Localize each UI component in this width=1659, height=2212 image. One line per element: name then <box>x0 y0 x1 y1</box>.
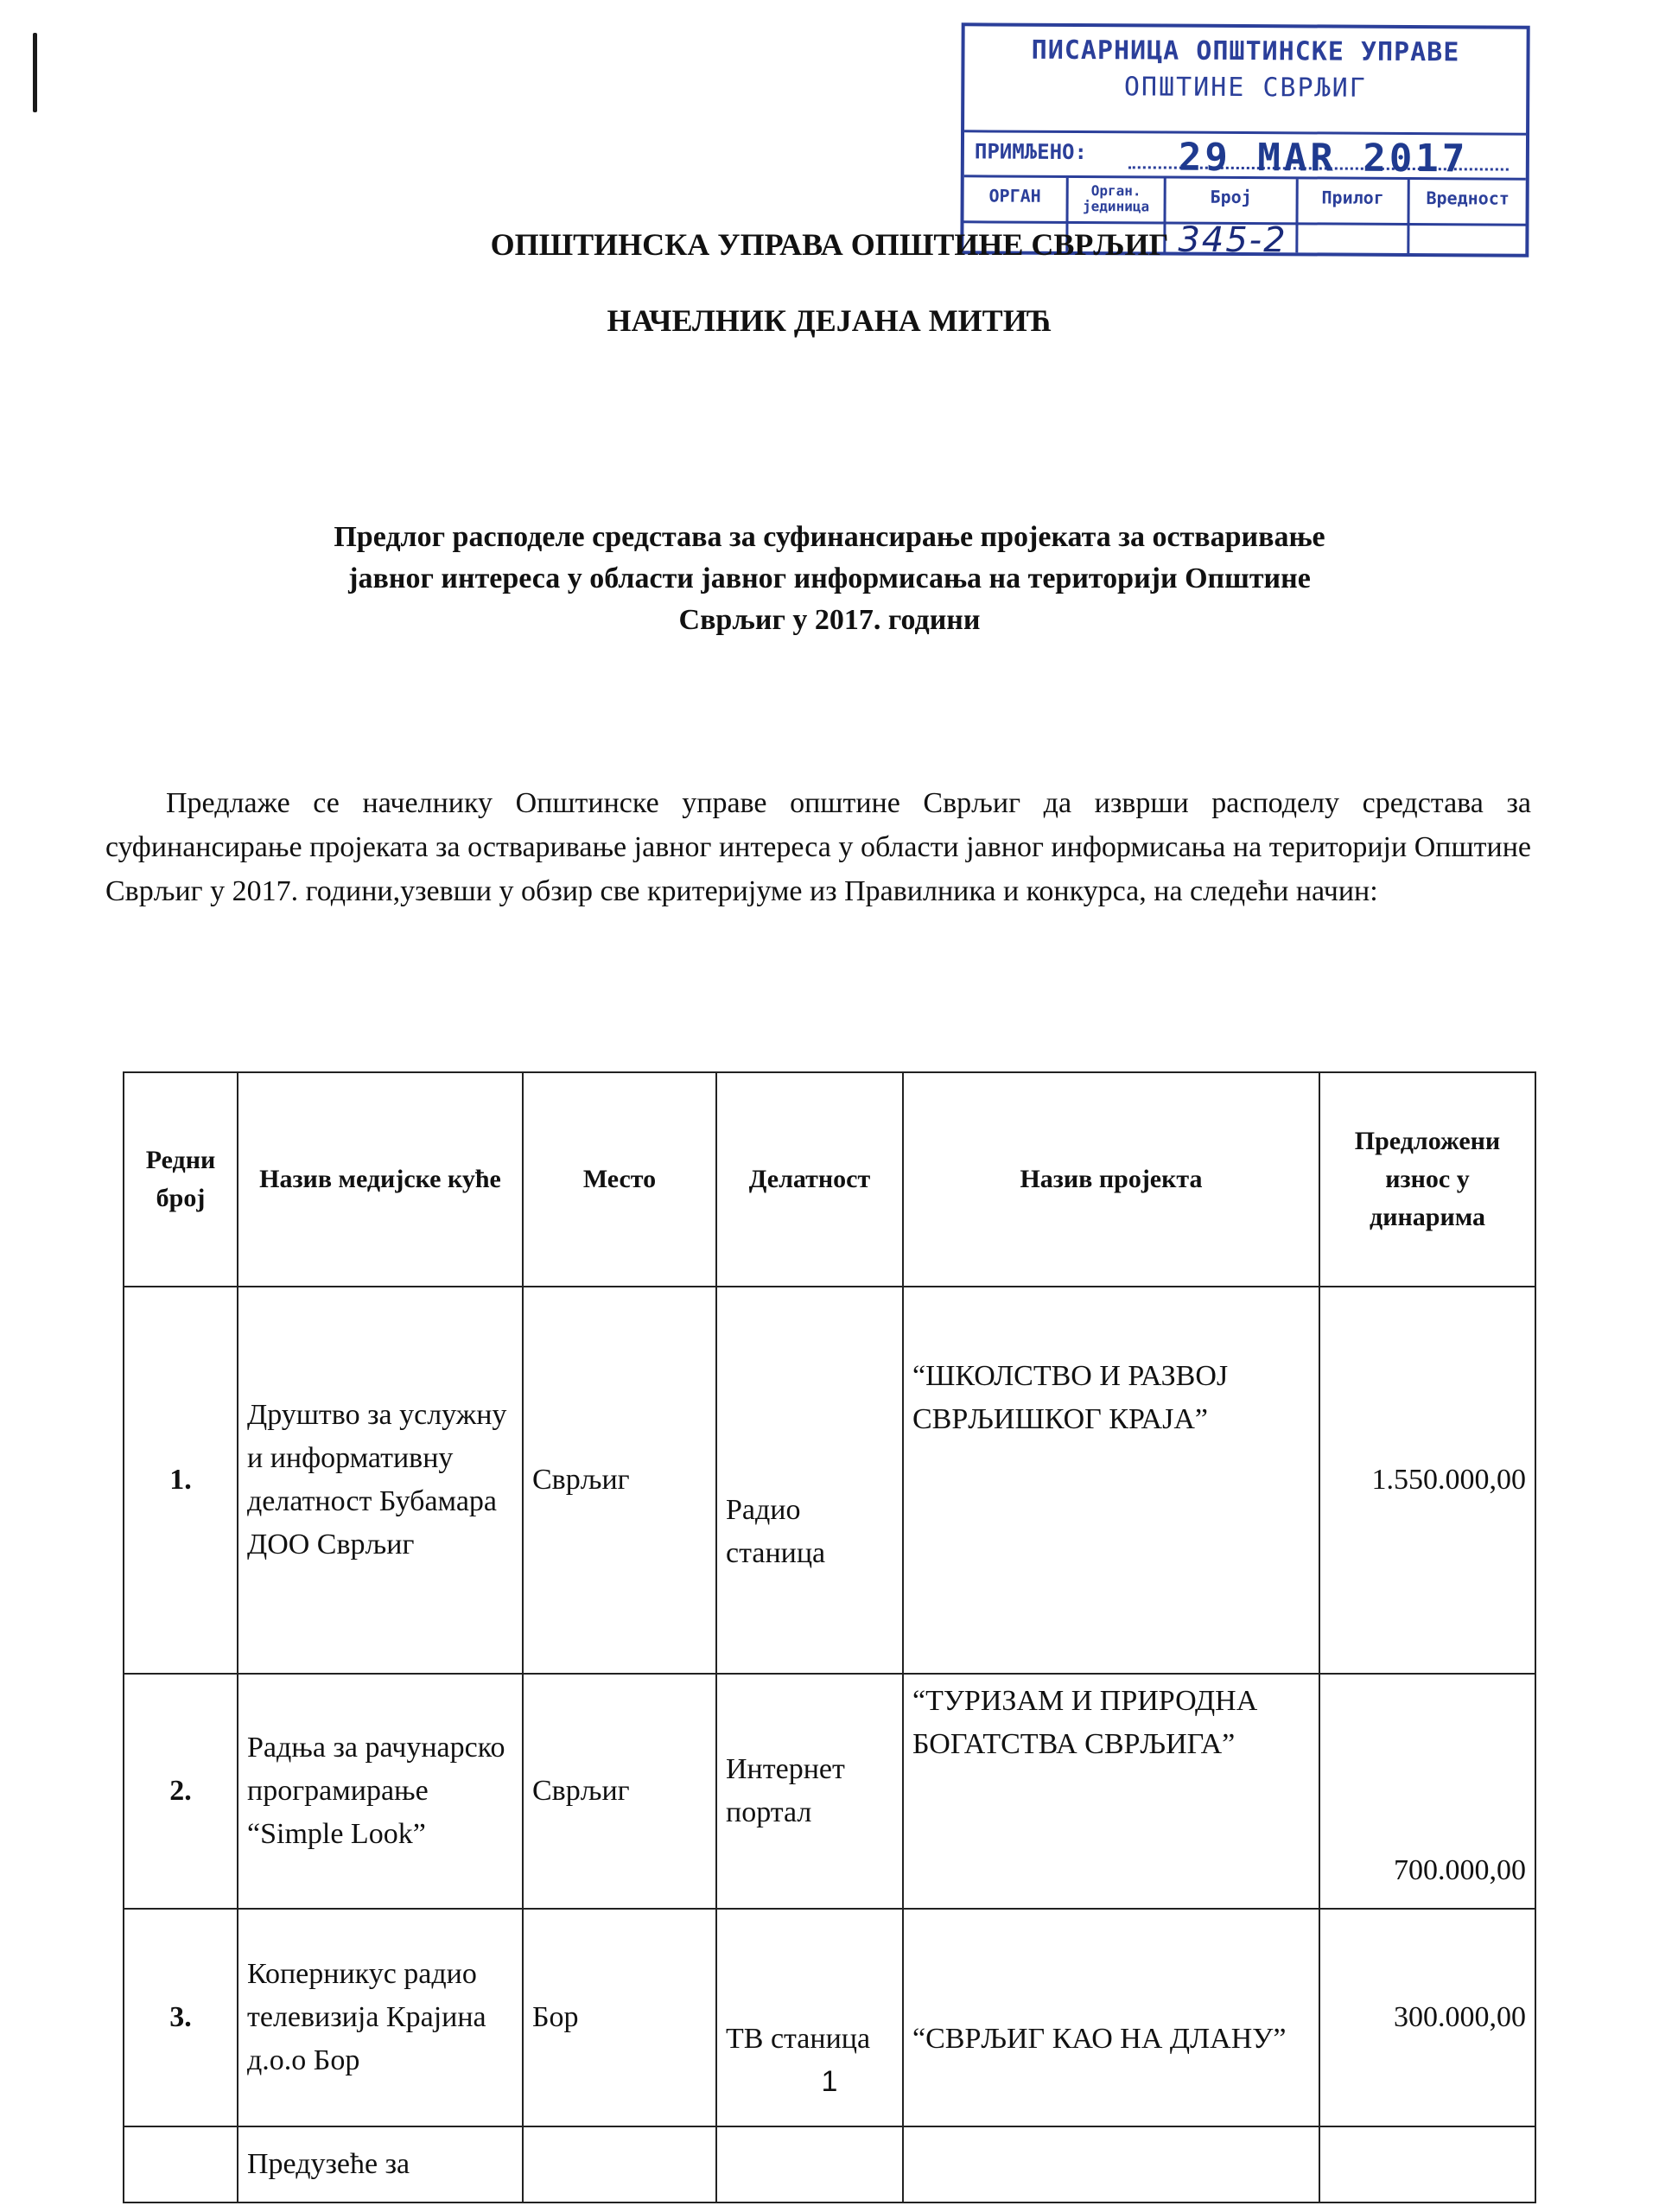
stamp-municipality: ОПШТИНЕ СВРЉИГ <box>1123 72 1367 104</box>
proposal-title <box>216 517 1443 641</box>
cell-place <box>523 2126 716 2202</box>
intro-paragraph: Предлаже се начелнику Општинске управе општине Сврљиг да изврши расподелу средстава за суфинансирање пројеката за остваривање јавног интереса у области јавног информисања на територији Општине Сврљиг у 2017. години,узевши у обзир све критеријуме из Правилника и конкурса, на следећи начин: <box>105 787 1531 907</box>
page-number: 1 <box>821 2065 838 2098</box>
cell-activity: Интернет портал <box>716 1674 903 1909</box>
cell-project <box>903 2126 1319 2202</box>
cell-place: Сврљиг <box>523 1287 716 1674</box>
cell-number: 1. <box>124 1287 238 1674</box>
stamp-received-row <box>964 130 1526 180</box>
header-place: Место <box>523 1072 716 1287</box>
stamp-col-value: Вредност <box>1426 188 1510 209</box>
cell-media: Коперникус радио телевизија Крајина д.о.о Бор <box>238 1909 523 2126</box>
stamp-registry-number: 345-2 <box>1178 219 1287 261</box>
table-row <box>124 1674 1535 1909</box>
cell-amount: 700.000,00 <box>1319 1674 1535 1909</box>
registry-stamp <box>960 22 1529 261</box>
cell-number: 2. <box>124 1674 238 1909</box>
cell-project: “СВРЉИГ КАО НА ДЛАНУ” <box>903 1909 1319 2126</box>
cell-media: Предузеће за <box>238 2126 523 2202</box>
cell-amount <box>1319 2126 1535 2202</box>
header-number: Редни број <box>124 1072 238 1287</box>
stamp-received-date: 29 MAR 2017 <box>1178 135 1469 181</box>
head-of-administration: НАЧЕЛНИК ДЕЈАНА МИТИЋ <box>607 303 1052 338</box>
cell-media: Друштво за услужну и информативну делатност Бубамара ДОО Сврљиг <box>238 1287 523 1674</box>
stamp-col-attachment: Прилог <box>1321 187 1384 208</box>
stamp-received-label: ПРИМЉЕНО: <box>974 139 1088 165</box>
cell-project: “ТУРИЗАМ И ПРИРОДНА БОГАТСТВА СВРЉИГА” <box>903 1674 1319 1909</box>
stamp-office-name: ПИСАРНИЦА ОПШТИНСКЕ УПРАВЕ <box>1031 35 1460 68</box>
cell-media: Радња за рачунарско програмирање “Simple Look” <box>238 1674 523 1909</box>
allocation-table <box>123 1071 1536 2203</box>
proposal-title-line: јавног интереса у области јавног информисања на територији Општине <box>348 563 1311 594</box>
table-header-row <box>124 1072 1535 1287</box>
cell-place: Сврљиг <box>523 1674 716 1909</box>
proposal-title-line: Сврљиг у 2017. години <box>678 604 981 636</box>
table-row <box>124 1287 1535 1674</box>
cell-amount: 300.000,00 <box>1319 1909 1535 2126</box>
cell-project: “ШКОЛСТВО И РАЗВОЈ СВРЉИШКОГ КРАЈА” <box>903 1287 1319 1674</box>
cell-activity <box>716 2126 903 2202</box>
stamp-col-organ: ОРГАН <box>988 185 1041 207</box>
header-media: Назив медијске куће <box>238 1072 523 1287</box>
cell-activity: ТВ станица <box>716 1909 903 2126</box>
margin-pen-mark <box>33 33 37 112</box>
header-amount: Предложени износ у динарима <box>1319 1072 1535 1287</box>
table-row <box>124 2126 1535 2202</box>
cell-place: Бор <box>523 1909 716 2126</box>
cell-number: 3. <box>124 1909 238 2126</box>
proposal-title-line: Предлог расподеле средстава за суфинансирање пројеката за остваривање <box>334 521 1325 553</box>
stamp-col-unit: Орган. јединица <box>1083 182 1150 215</box>
header-project: Назив пројекта <box>903 1072 1319 1287</box>
cell-number <box>124 2126 238 2202</box>
stamp-col-number: Број <box>1210 186 1252 208</box>
cell-activity: Радио станица <box>716 1287 903 1674</box>
header-activity: Делатност <box>716 1072 903 1287</box>
cell-amount: 1.550.000,00 <box>1319 1287 1535 1674</box>
authority-heading: ОПШТИНСКА УПРАВА ОПШТИНЕ СВРЉИГ <box>490 227 1169 262</box>
